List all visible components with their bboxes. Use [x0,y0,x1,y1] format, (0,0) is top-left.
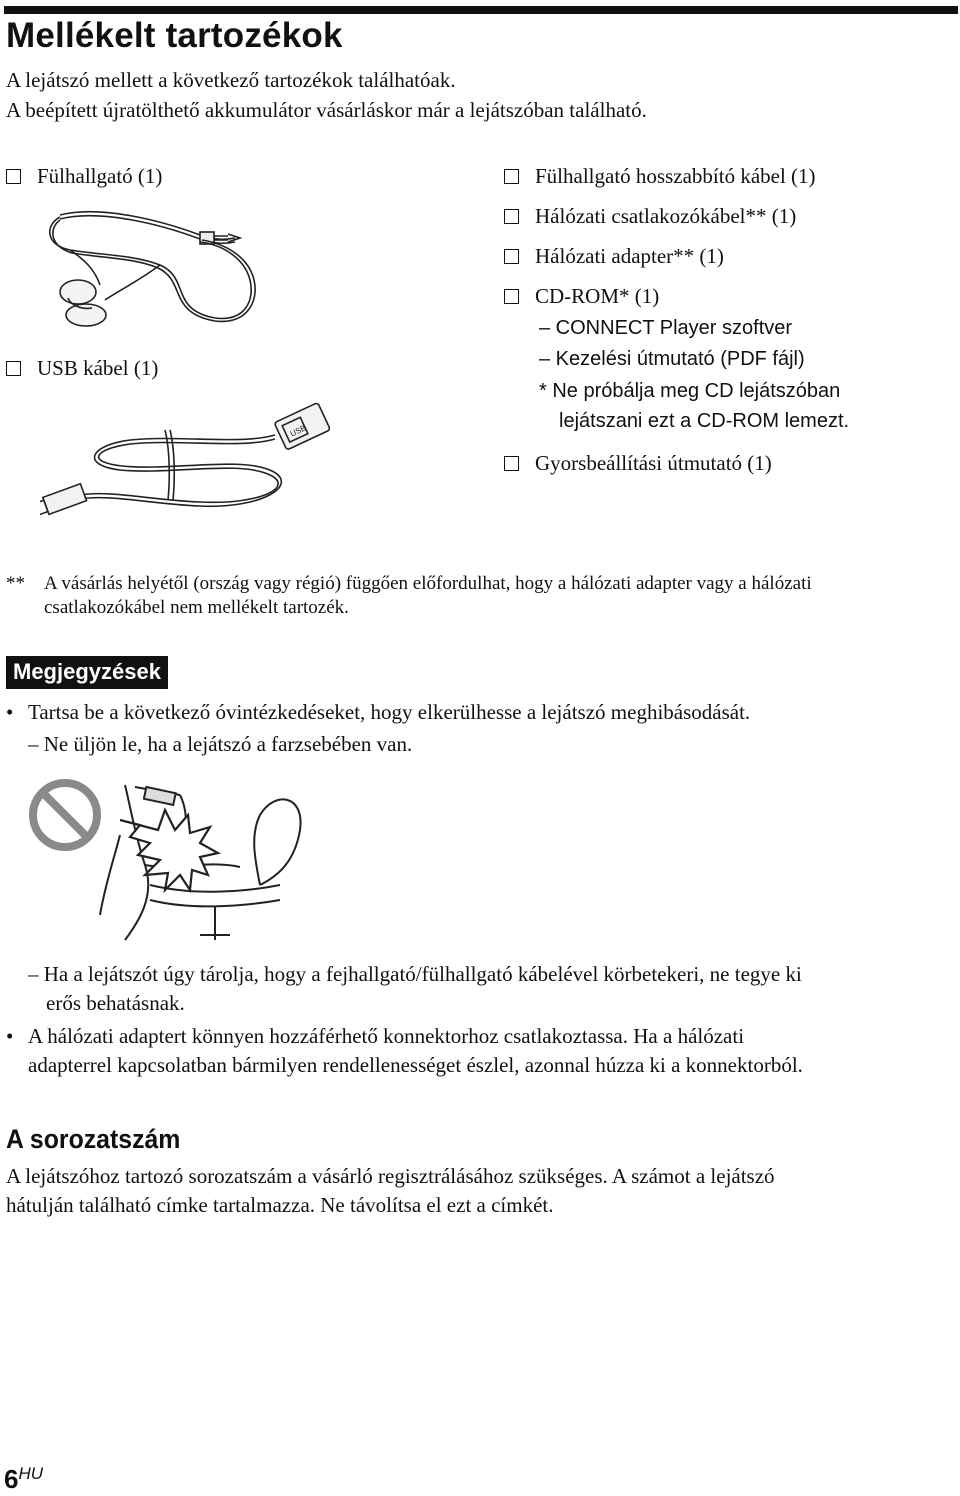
note-dash-1: – Ne üljön le, ha a lejátszó a farzsebében van. [28,732,413,756]
intro-line-1: A lejátszó mellett a következő tartozékok találhatóak. [6,68,456,92]
intro-line-2: A beépített újratölthető akkumulátor vásárláskor már a lejátszóban található. [6,98,647,122]
bullet-marker: • [6,700,14,724]
checkbox-icon [504,456,519,471]
item-usb-cable: USB kábel (1) [6,355,158,381]
footnote-text: A vásárlás helyétől (ország vagy régió) függően előfordulhat, hogy a hálózati adapter vagy a hálózati csatlakozókábel nem mellékelt tartozék. [44,573,812,618]
svg-text:USB: USB [288,423,308,439]
checkbox-icon [6,169,21,184]
item-cdrom: CD-ROM* (1) [504,283,659,309]
page-number: $6^{HU}$ [4,1464,44,1494]
cdrom-sub-2: – Kezelési útmutató (PDF fájl) [539,348,805,370]
item-earphones: Fülhallgató (1) [6,163,162,189]
checkbox-icon [504,209,519,224]
note-bullet-1: Tartsa be a következő óvintézkedéseket, hogy elkerülhesse a lejátszó meghibásodását. [28,700,751,724]
cdrom-note-2: lejátszani ezt a CD-ROM lemezt. [559,410,850,432]
back-pocket-illustration [90,775,320,945]
page-title: Mellékelt tartozékok [6,16,343,55]
checkbox-icon [504,169,519,184]
footnote-marker: ** [6,573,25,594]
checkbox-icon [504,249,519,264]
notes-heading: Megjegyzések [6,656,168,689]
serial-text: A lejátszóhoz tartozó sorozatszám a vásárló regisztrálásához szükséges. A számot a lejátszó hátulján található címke tartalmazza. Ne távolítsa el ezt a címkét. [6,1164,775,1217]
page-lang: HU [18,1464,44,1483]
top-rule [4,6,958,14]
usb-cable-illustration [40,390,340,520]
item-ac-adapter: Hálózati adapter** (1) [504,243,724,269]
bullet-marker: • [6,1024,14,1048]
cdrom-sub-1: – CONNECT Player szoftver [539,317,793,339]
item-extension-cable: Fülhallgató hosszabbító kábel (1) [504,163,816,189]
note-dash-2: – Ha a lejátszót úgy tárolja, hogy a fejhallgató/fülhallgató kábelével körbetekeri, ne tegye ki erős behatásnak. [28,962,802,1015]
item-quick-guide: Gyorsbeállítási útmutató (1) [504,450,772,476]
serial-heading: A sorozatszám [6,1124,181,1154]
cdrom-note-1: * Ne próbálja meg CD lejátszóban [539,380,841,402]
note-bullet-2: A hálózati adaptert könnyen hozzáférhető konnektorhoz csatlakoztassa. Ha a hálózati adapterrel kapcsolatban bármilyen rendellenességet észlel, azonnal húzza ki a konnektorból. [28,1024,803,1077]
checkbox-icon [504,289,519,304]
item-power-cord: Hálózati csatlakozókábel** (1) [504,203,796,229]
earphones-illustration [40,200,270,335]
checkbox-icon [6,361,21,376]
